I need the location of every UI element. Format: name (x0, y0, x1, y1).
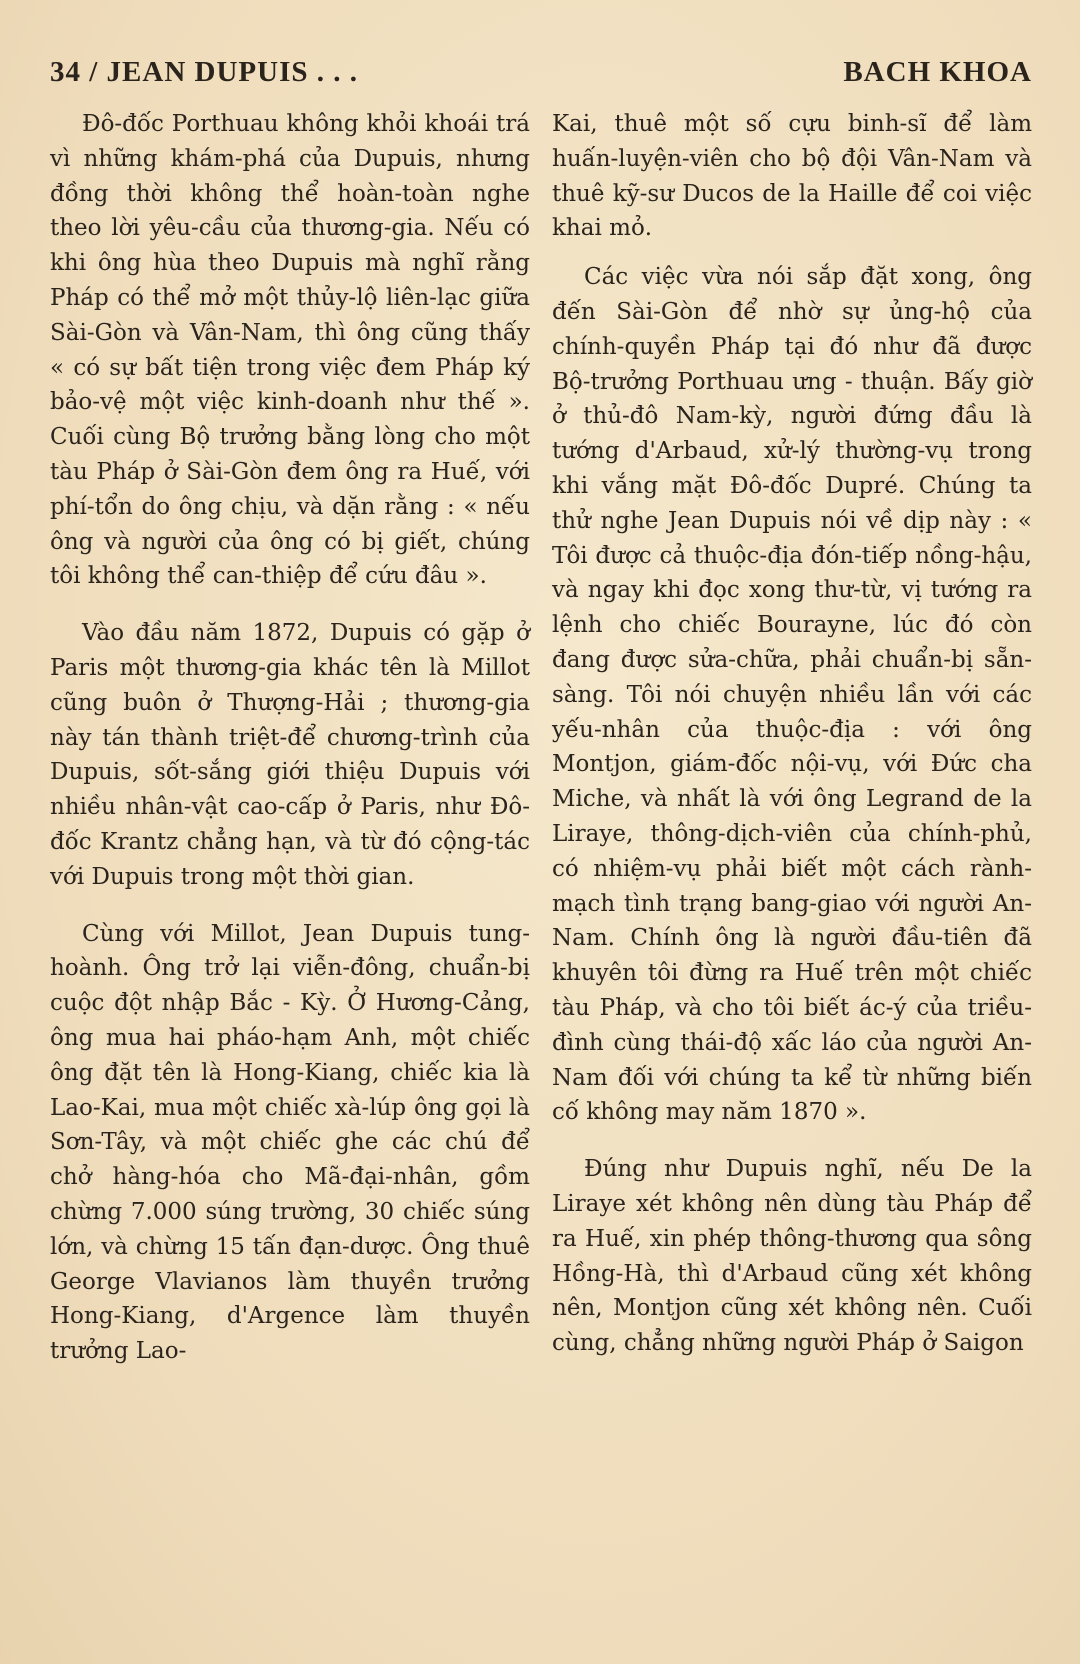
page-header (50, 56, 1032, 89)
paragraph: Cùng với Millot, Jean Dupuis tung-hoành. Ông trở lại viễn-đông, chuẩn-bị cuộc đột nhập Bắc - Kỳ. Ở Hương-Cảng, ông mua hai pháo-hạm Anh, một chiếc ông đặt tên là Hong-Kiang, chiếc kia là Lao-Kai, mua một chiếc xà-lúp ông gọi là Sơn-Tây, và một chiếc ghe các chú để chở hàng-hóa cho Mã-đại-nhân, gồm chừng 7.000 súng trường, 30 chiếc súng lớn, và chừng 15 tấn đạn-dược. Ông thuê George Vlavianos làm thuyền trưởng Hong-Kiang, d'Argence làm thuyền trưởng Lao- (50, 920, 530, 1365)
right-column (552, 107, 1032, 1383)
running-head-left: 34 / JEAN DUPUIS . . . (50, 56, 358, 88)
running-head-right: BACH KHOA (843, 56, 1032, 88)
text-columns (50, 107, 1032, 1383)
paragraph: Đô-đốc Porthuau không khỏi khoái trá vì những khám-phá của Dupuis, nhưng đồng thời không thể hoàn-toàn nghe theo lời yêu-cầu của thương-gia. Nếu có khi ông hùa theo Dupuis mà nghĩ rằng Pháp có thể mở một thủy-lộ liên-lạc giữa Sài-Gòn và Vân-Nam, thì ông cũng thấy « có sự bất tiện trong việc đem Pháp ký bảo-vệ một việc kinh-doanh như thế ». Cuối cùng Bộ trưởng bằng lòng cho một tàu Pháp ở Sài-Gòn đem ông ra Huế, với phí-tổn do ông chịu, và dặn rằng : « nếu ông và người của ông có bị giết, chúng tôi không thể can-thiệp để cứu đâu ». (50, 111, 530, 590)
paragraph: Kai, thuê một số cựu binh-sĩ để làm huấn-luyện-viên cho bộ đội Vân-Nam và thuê kỹ-sư Ducos de la Haille để coi việc khai mỏ. (552, 111, 1032, 242)
paragraph: Các việc vừa nói sắp đặt xong, ông đến Sài-Gòn để nhờ sự ủng-hộ của chính-quyền Pháp tại đó như đã được Bộ-trưởng Porthuau ưng - thuận. Bấy giờ ở thủ-đô Nam-kỳ, người đứng đầu là tướng d'Arbaud, xử-lý thường-vụ trong khi vắng mặt Đô-đốc Dupré. Chúng ta thử nghe Jean Dupuis nói về dịp này : « Tôi được cả thuộc-địa đón-tiếp nồng-hậu, và ngay khi đọc xong thư-từ, vị tướng ra lệnh cho chiếc Bourayne, lúc đó còn đang được sửa-chữa, phải chuẩn-bị sẵn-sàng. Tôi nói chuyện nhiều lần với các yếu-nhân của thuộc-địa : với ông Montjon, giám-đốc nội-vụ, với Đức cha Miche, và nhất là với ông Legrand de la Liraye, thông-dịch-viên của chính-phủ, có nhiệm-vụ phải biết một cách rành-mạch tình trạng bang-giao với người An-Nam. Chính ông là người đầu-tiên đã khuyên tôi đừng ra Huế trên một chiếc tàu Pháp, và cho tôi biết ác-ý của triều-đình cùng thái-độ xấc láo của người An-Nam đối với chúng ta kể từ những biến cố không may năm 1870 ». (552, 264, 1032, 1126)
paragraph: Đúng như Dupuis nghĩ, nếu De la Liraye xét không nên dùng tàu Pháp để ra Huế, xin phép thông-thương qua sông Hồng-Hà, thì d'Arbaud cũng xét không nên, Montjon cũng xét không nên. Cuối cùng, chẳng những người Pháp ở Saigon (552, 1156, 1032, 1357)
paragraph: Vào đầu năm 1872, Dupuis có gặp ở Paris một thương-gia khác tên là Millot cũng buôn ở Thượng-Hải ; thương-gia này tán thành triệt-để chương-trình của Dupuis, sốt-sắng giới thiệu Dupuis với nhiều nhân-vật cao-cấp ở Paris, như Đô-đốc Krantz chẳng hạn, và từ đó cộng-tác với Dupuis trong một thời gian. (50, 620, 530, 890)
left-column (50, 107, 530, 1383)
